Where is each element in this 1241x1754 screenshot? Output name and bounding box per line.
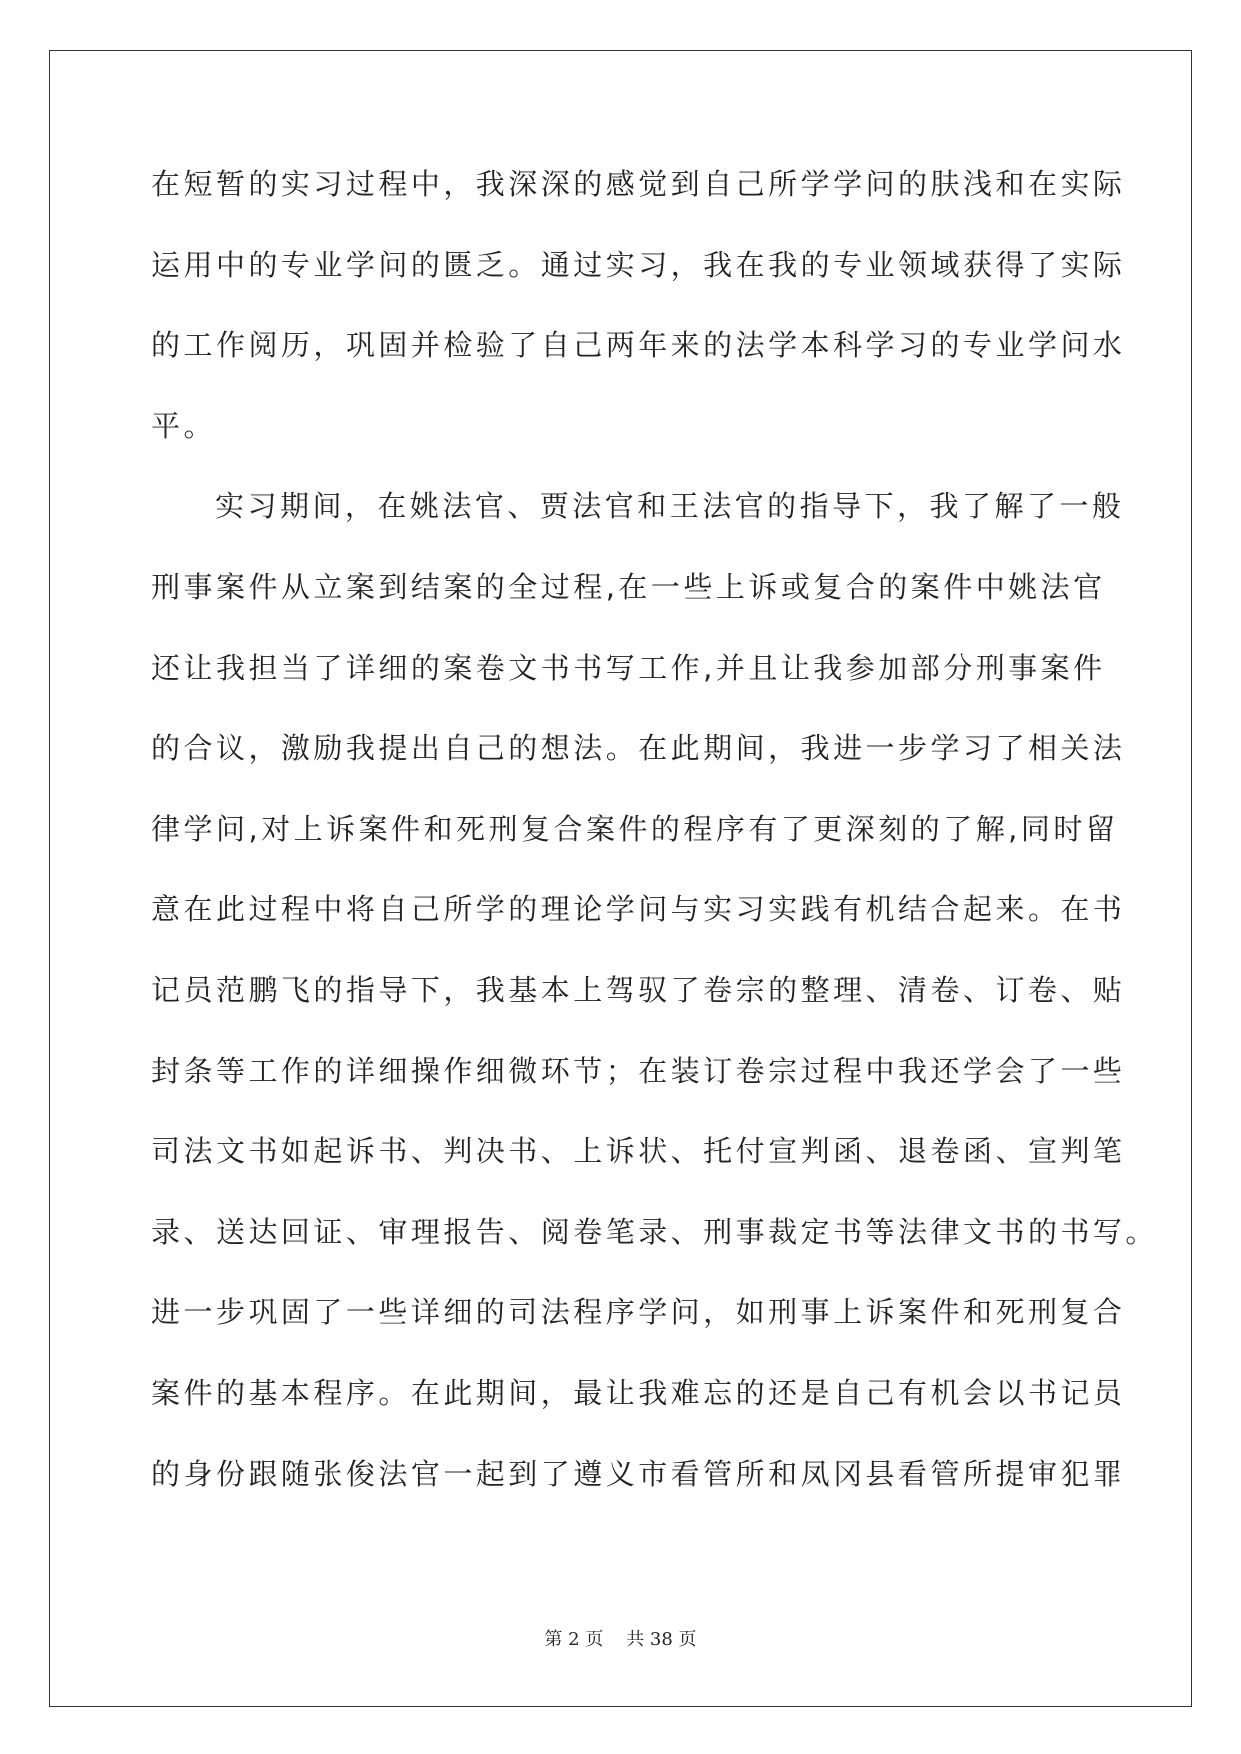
text-line: 运用中的专业学问的匮乏。通过实习，我在我的专业领域获得了实际 (151, 247, 1126, 282)
text-line: 的身份跟随张俊法官一起到了遵义市看管所和凤冈县看管所提审犯罪 (151, 1456, 1126, 1491)
text-line: 案件的基本程序。在此期间，最让我难忘的还是自己有机会以书记员 (151, 1375, 1126, 1410)
text-line: 的合议，激励我提出自己的想法。在此期间，我进一步学习了相关法 (151, 731, 1126, 766)
text-line: 意在此过程中将自己所学的理论学问与实习实践有机结合起来。在书 (151, 892, 1126, 927)
text-line: 封条等工作的详细操作细微环节；在装订卷宗过程中我还学会了一些 (151, 1053, 1126, 1088)
text-line: 进一步巩固了一些详细的司法程序学问，如刑事上诉案件和死刑复合 (151, 1295, 1126, 1330)
text-line: 还让我担当了详细的案卷文书书写工作,并且让我参加部分刑事案件 (151, 650, 1106, 685)
text-line: 的工作阅历，巩固并检验了自己两年来的法学本科学习的专业学问水 (151, 328, 1126, 363)
text-line: 律学问,对上诉案件和死刑复合案件的程序有了更深刻的了解,同时留 (151, 811, 1119, 846)
text-line: 记员范鹏飞的指导下，我基本上驾驭了卷宗的整理、清卷、订卷、贴 (151, 972, 1126, 1007)
paragraph-2 (151, 477, 1158, 1525)
text-line: 平。 (151, 408, 216, 443)
text-line: 实习期间，在姚法官、贾法官和王法官的指导下，我了解了一般 (215, 489, 1125, 524)
text-line: 刑事案件从立案到结案的全过程,在一些上诉或复合的案件中姚法官 (151, 569, 1106, 604)
text-line: 司法文书如起诉书、判决书、上诉状、托付宣判函、退卷函、宣判笔 (151, 1134, 1126, 1169)
text-line: 在短暂的实习过程中，我深深的感觉到自己所学学问的肤浅和在实际 (151, 167, 1126, 201)
paragraph-1 (151, 155, 1126, 477)
text-line: 录、送达回证、审理报告、阅卷笔录、刑事裁定书等法律文书的书写。 (151, 1214, 1158, 1249)
page-number: 第 2 页 共 38 页 (544, 1629, 697, 1650)
document-body (151, 155, 1158, 1525)
